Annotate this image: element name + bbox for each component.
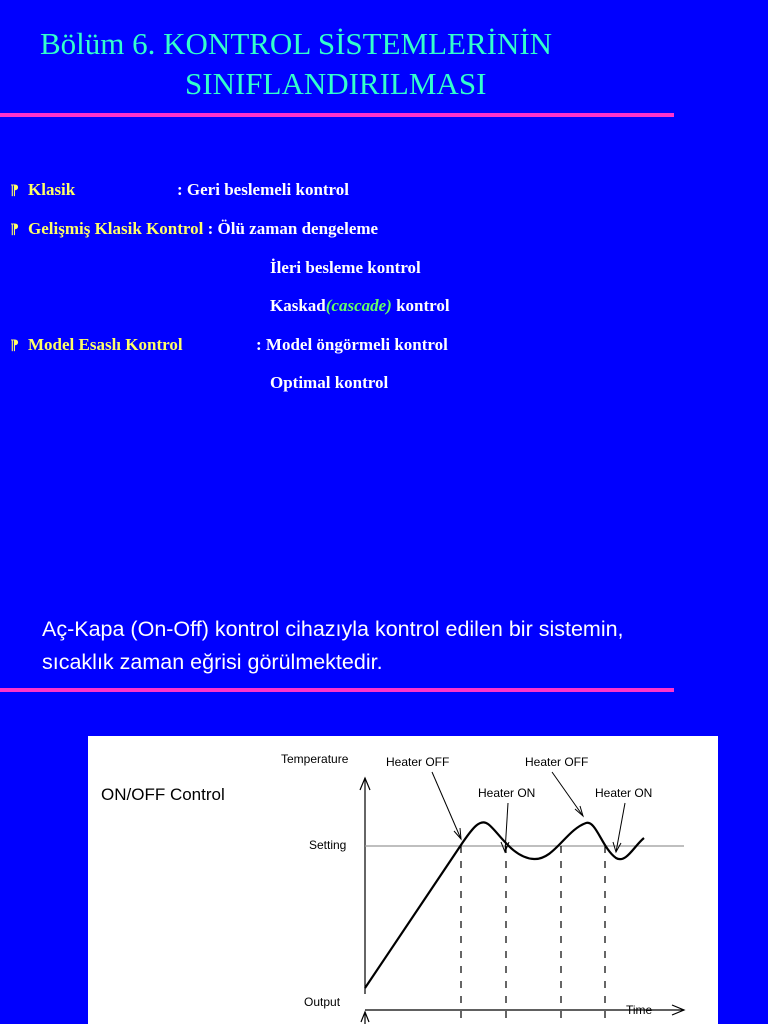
caption-divider bbox=[0, 688, 674, 692]
item-desc-klasik: : Geri beslemeli kontrol bbox=[177, 180, 350, 199]
time-label: Time bbox=[626, 1003, 653, 1017]
annotation-pointer bbox=[552, 772, 583, 816]
item-term: Model Esaslı Kontrol bbox=[28, 335, 183, 354]
figure-heading: ON/OFF Control bbox=[101, 785, 225, 804]
page-title-line1: Bölüm 6. KONTROL SİSTEMLERİNİN bbox=[40, 26, 553, 61]
item-sub-kaskad-post: kontrol bbox=[391, 296, 450, 315]
temperature-curve bbox=[365, 822, 644, 988]
onoff-diagram bbox=[88, 736, 718, 1024]
list-item-gelismis bbox=[10, 219, 378, 241]
item-sub-optimal: Optimal kontrol bbox=[270, 373, 389, 392]
pointer-arrow-icon bbox=[454, 828, 461, 839]
list-item-klasik bbox=[10, 180, 75, 202]
page-title bbox=[40, 24, 552, 104]
title-divider bbox=[0, 113, 674, 117]
setting-label: Setting bbox=[309, 838, 347, 852]
bullet-icon: ⁋ bbox=[10, 339, 19, 354]
bullet-icon: ⁋ bbox=[10, 223, 19, 238]
item-term: Gelişmiş Klasik Kontrol bbox=[28, 219, 204, 238]
annotation-pointer bbox=[432, 772, 461, 839]
temperature-label: Temperature bbox=[281, 752, 349, 766]
annotation-heater-on-1: Heater ON bbox=[478, 786, 536, 800]
output-label: Output bbox=[304, 995, 341, 1009]
item-desc: : Ölü zaman dengeleme bbox=[203, 219, 379, 238]
list-item-model bbox=[10, 335, 183, 357]
item-sub-cascade: (cascade) bbox=[325, 296, 392, 315]
item-term: Klasik bbox=[28, 180, 76, 199]
annotation-heater-off-1: Heater OFF bbox=[386, 755, 450, 769]
item-sub-kaskad-pre: Kaskad bbox=[270, 296, 326, 315]
item-sub-kaskad bbox=[270, 296, 450, 316]
annotation-heater-off-2: Heater OFF bbox=[525, 755, 589, 769]
item-sub-ileri: İleri besleme kontrol bbox=[270, 258, 421, 277]
figure-caption: Aç-Kapa (On-Off) kontrol cihazıyla kontrol edilen bir sistemin, sıcaklık zaman eğrisi görülmektedir. bbox=[42, 617, 624, 674]
bullet-icon: ⁋ bbox=[10, 184, 19, 199]
page-title-line2: SINIFLANDIRILMASI bbox=[185, 66, 487, 101]
annotation-heater-on-2: Heater ON bbox=[595, 786, 653, 800]
onoff-figure bbox=[88, 736, 718, 1024]
item-desc-model: : Model öngörmeli kontrol bbox=[256, 335, 448, 354]
